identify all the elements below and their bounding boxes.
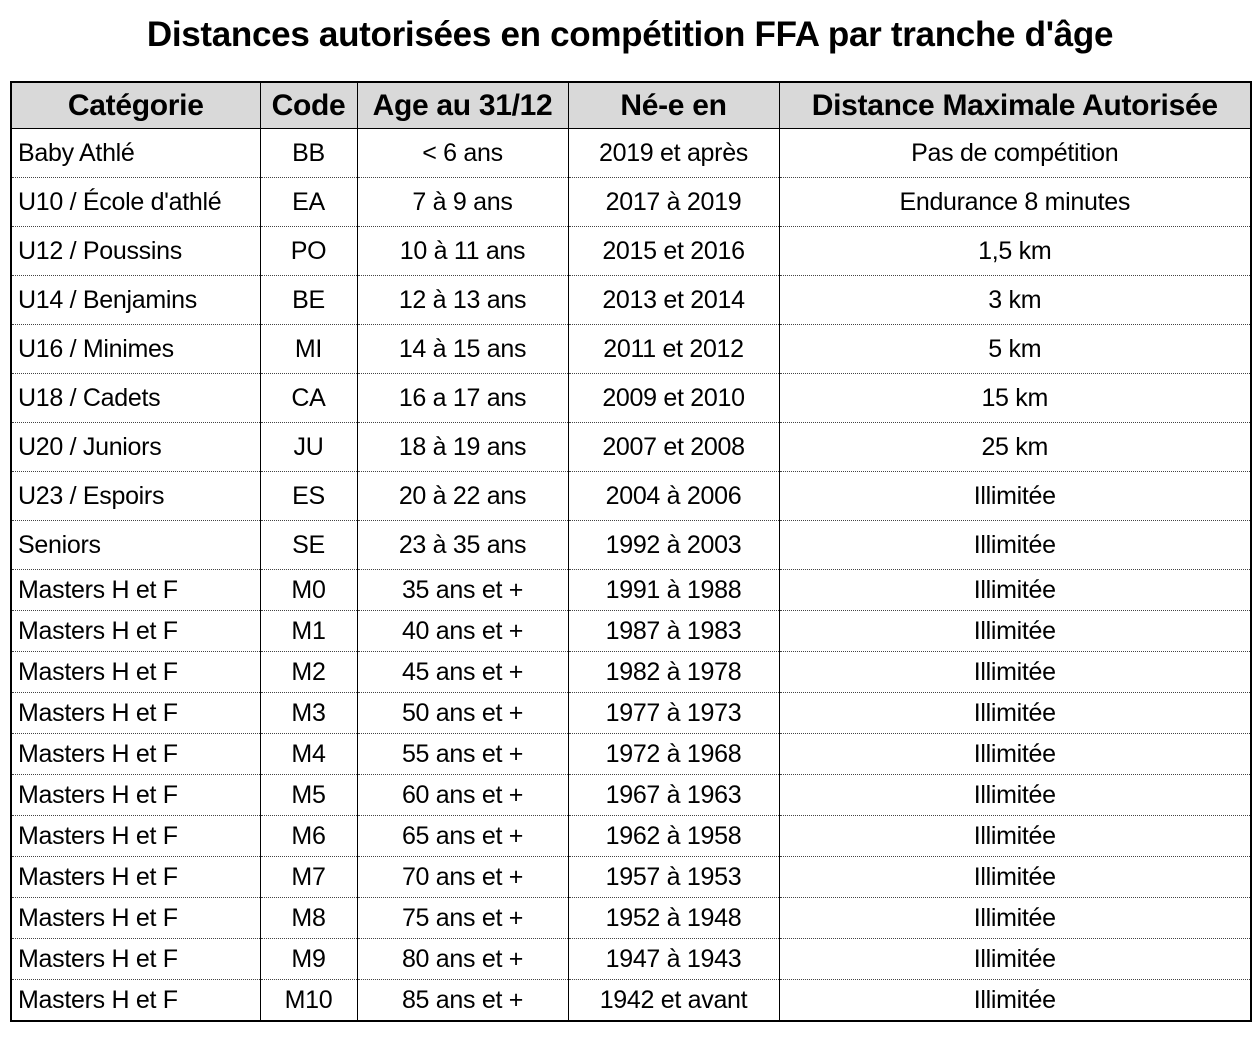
cell-code: M0 bbox=[260, 570, 357, 611]
cell-categorie: Masters H et F bbox=[11, 734, 260, 775]
cell-code: MI bbox=[260, 325, 357, 374]
cell-code: PO bbox=[260, 227, 357, 276]
table-row bbox=[11, 472, 1251, 521]
cell-distance: 1,5 km bbox=[779, 227, 1251, 276]
cell-code: M1 bbox=[260, 611, 357, 652]
cell-code: BE bbox=[260, 276, 357, 325]
cell-categorie: U23 / Espoirs bbox=[11, 472, 260, 521]
cell-code: M5 bbox=[260, 775, 357, 816]
cell-distance: Pas de compétition bbox=[779, 129, 1251, 178]
cell-code: BB bbox=[260, 129, 357, 178]
cell-code: M10 bbox=[260, 980, 357, 1022]
cell-age: 65 ans et + bbox=[357, 816, 568, 857]
header-categorie: Catégorie bbox=[11, 82, 260, 129]
cell-distance: Illimitée bbox=[779, 472, 1251, 521]
cell-age: 23 à 35 ans bbox=[357, 521, 568, 570]
cell-distance: Illimitée bbox=[779, 939, 1251, 980]
table-row bbox=[11, 611, 1251, 652]
cell-nee-en: 1991 à 1988 bbox=[568, 570, 779, 611]
cell-categorie: U18 / Cadets bbox=[11, 374, 260, 423]
cell-age: 60 ans et + bbox=[357, 775, 568, 816]
cell-distance: 25 km bbox=[779, 423, 1251, 472]
table-row bbox=[11, 816, 1251, 857]
cell-nee-en: 2019 et après bbox=[568, 129, 779, 178]
cell-nee-en: 2004 à 2006 bbox=[568, 472, 779, 521]
cell-age: 75 ans et + bbox=[357, 898, 568, 939]
table-row bbox=[11, 570, 1251, 611]
cell-nee-en: 1967 à 1963 bbox=[568, 775, 779, 816]
cell-distance: Illimitée bbox=[779, 652, 1251, 693]
table-row bbox=[11, 898, 1251, 939]
table-row bbox=[11, 734, 1251, 775]
cell-distance: Illimitée bbox=[779, 816, 1251, 857]
cell-age: 70 ans et + bbox=[357, 857, 568, 898]
cell-code: SE bbox=[260, 521, 357, 570]
cell-code: EA bbox=[260, 178, 357, 227]
cell-nee-en: 1962 à 1958 bbox=[568, 816, 779, 857]
header-code: Code bbox=[260, 82, 357, 129]
cell-categorie: U14 / Benjamins bbox=[11, 276, 260, 325]
cell-nee-en: 2013 et 2014 bbox=[568, 276, 779, 325]
table-row bbox=[11, 423, 1251, 472]
table-row bbox=[11, 939, 1251, 980]
cell-age: 16 a 17 ans bbox=[357, 374, 568, 423]
cell-age: 10 à 11 ans bbox=[357, 227, 568, 276]
table-row bbox=[11, 227, 1251, 276]
cell-age: 55 ans et + bbox=[357, 734, 568, 775]
age-distance-table bbox=[10, 81, 1252, 1022]
cell-code: M4 bbox=[260, 734, 357, 775]
cell-distance: Illimitée bbox=[779, 980, 1251, 1022]
cell-categorie: U20 / Juniors bbox=[11, 423, 260, 472]
cell-age: 7 à 9 ans bbox=[357, 178, 568, 227]
cell-categorie: Masters H et F bbox=[11, 980, 260, 1022]
cell-distance: Illimitée bbox=[779, 857, 1251, 898]
cell-nee-en: 1987 à 1983 bbox=[568, 611, 779, 652]
table-row bbox=[11, 325, 1251, 374]
cell-code: M6 bbox=[260, 816, 357, 857]
cell-nee-en: 1982 à 1978 bbox=[568, 652, 779, 693]
table-row bbox=[11, 775, 1251, 816]
cell-age: 20 à 22 ans bbox=[357, 472, 568, 521]
cell-age: 14 à 15 ans bbox=[357, 325, 568, 374]
table-row bbox=[11, 178, 1251, 227]
cell-nee-en: 1947 à 1943 bbox=[568, 939, 779, 980]
cell-code: M7 bbox=[260, 857, 357, 898]
cell-nee-en: 2007 et 2008 bbox=[568, 423, 779, 472]
cell-age: < 6 ans bbox=[357, 129, 568, 178]
cell-code: M3 bbox=[260, 693, 357, 734]
cell-categorie: Masters H et F bbox=[11, 898, 260, 939]
cell-categorie: U10 / École d'athlé bbox=[11, 178, 260, 227]
cell-age: 35 ans et + bbox=[357, 570, 568, 611]
table-row bbox=[11, 276, 1251, 325]
table-header bbox=[11, 82, 1251, 129]
cell-code: ES bbox=[260, 472, 357, 521]
table-body bbox=[11, 129, 1251, 1022]
cell-distance: Illimitée bbox=[779, 775, 1251, 816]
header-age: Age au 31/12 bbox=[357, 82, 568, 129]
header-distance: Distance Maximale Autorisée bbox=[779, 82, 1251, 129]
cell-nee-en: 1977 à 1973 bbox=[568, 693, 779, 734]
table-row bbox=[11, 374, 1251, 423]
cell-nee-en: 1942 et avant bbox=[568, 980, 779, 1022]
cell-nee-en: 2017 à 2019 bbox=[568, 178, 779, 227]
cell-nee-en: 1972 à 1968 bbox=[568, 734, 779, 775]
header-nee-en: Né-e en bbox=[568, 82, 779, 129]
cell-categorie: Masters H et F bbox=[11, 570, 260, 611]
cell-age: 12 à 13 ans bbox=[357, 276, 568, 325]
cell-code: CA bbox=[260, 374, 357, 423]
cell-code: M8 bbox=[260, 898, 357, 939]
cell-categorie: Seniors bbox=[11, 521, 260, 570]
cell-code: M9 bbox=[260, 939, 357, 980]
table-row bbox=[11, 129, 1251, 178]
table-row bbox=[11, 693, 1251, 734]
cell-age: 45 ans et + bbox=[357, 652, 568, 693]
cell-categorie: Masters H et F bbox=[11, 816, 260, 857]
table-row bbox=[11, 521, 1251, 570]
cell-code: M2 bbox=[260, 652, 357, 693]
header-row bbox=[11, 82, 1251, 129]
cell-distance: Illimitée bbox=[779, 521, 1251, 570]
cell-categorie: Baby Athlé bbox=[11, 129, 260, 178]
cell-distance: Illimitée bbox=[779, 693, 1251, 734]
page-title: Distances autorisées en compétition FFA par tranche d'âge bbox=[146, 15, 1114, 54]
cell-categorie: Masters H et F bbox=[11, 857, 260, 898]
table-row bbox=[11, 980, 1251, 1022]
cell-age: 80 ans et + bbox=[357, 939, 568, 980]
cell-age: 40 ans et + bbox=[357, 611, 568, 652]
cell-distance: Illimitée bbox=[779, 570, 1251, 611]
cell-categorie: Masters H et F bbox=[11, 939, 260, 980]
cell-distance: Illimitée bbox=[779, 611, 1251, 652]
table-row bbox=[11, 652, 1251, 693]
cell-nee-en: 2009 et 2010 bbox=[568, 374, 779, 423]
cell-categorie: Masters H et F bbox=[11, 775, 260, 816]
cell-nee-en: 1957 à 1953 bbox=[568, 857, 779, 898]
cell-age: 85 ans et + bbox=[357, 980, 568, 1022]
cell-distance: Illimitée bbox=[779, 734, 1251, 775]
cell-nee-en: 1952 à 1948 bbox=[568, 898, 779, 939]
cell-nee-en: 1992 à 2003 bbox=[568, 521, 779, 570]
cell-age: 50 ans et + bbox=[357, 693, 568, 734]
cell-categorie: U16 / Minimes bbox=[11, 325, 260, 374]
cell-distance: 15 km bbox=[779, 374, 1251, 423]
cell-distance: Endurance 8 minutes bbox=[779, 178, 1251, 227]
cell-categorie: Masters H et F bbox=[11, 611, 260, 652]
cell-categorie: Masters H et F bbox=[11, 652, 260, 693]
cell-distance: 3 km bbox=[779, 276, 1251, 325]
cell-categorie: U12 / Poussins bbox=[11, 227, 260, 276]
cell-distance: 5 km bbox=[779, 325, 1251, 374]
cell-code: JU bbox=[260, 423, 357, 472]
cell-distance: Illimitée bbox=[779, 898, 1251, 939]
cell-categorie: Masters H et F bbox=[11, 693, 260, 734]
table-row bbox=[11, 857, 1251, 898]
cell-age: 18 à 19 ans bbox=[357, 423, 568, 472]
cell-nee-en: 2015 et 2016 bbox=[568, 227, 779, 276]
cell-nee-en: 2011 et 2012 bbox=[568, 325, 779, 374]
